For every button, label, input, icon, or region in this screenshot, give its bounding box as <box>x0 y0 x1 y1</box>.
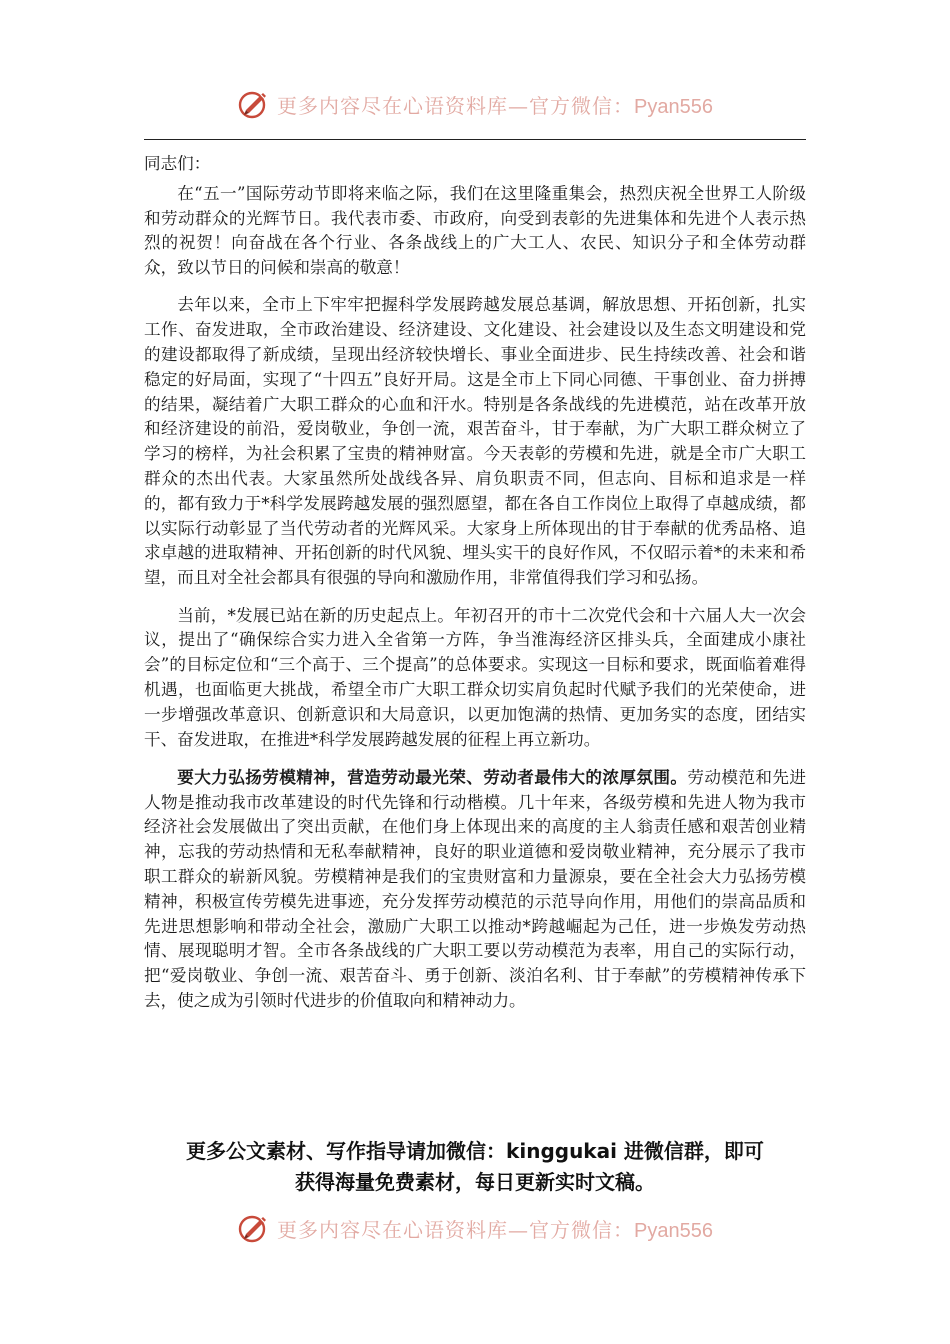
paragraph-4 <box>144 765 806 1014</box>
paragraph-3: 当前，*发展已站在新的历史起点上。年初召开的市十二次党代会和十六届人大一次会议，提出了“确保综合实力进入全省第一方阵，争当淮海经济区排头兵，全面建成小康社会”的目标定位和“三个高于、三个提高”的总体要求。实现这一目标和要求，既面临着难得机遇，也面临更大挑战，希望全市广大职工群众切实肩负起时代赋予我们的光荣使命，进一步增强改革意识、创新意识和大局意识，以更加饱满的热情、更加务实的态度，团结实干、奋发进取，在推进*科学发展跨越发展的征程上再立新功。 <box>144 605 806 749</box>
salutation: 同志们： <box>144 154 211 173</box>
document-body <box>144 152 806 1026</box>
paragraph-4-bold-lead: 要大力弘扬劳模精神，营造劳动最光荣、劳动者最伟大的浓厚氛围。 <box>177 766 688 787</box>
paragraph-2: 去年以来，全市上下牢牢把握科学发展跨越发展总基调，解放思想、开拓创新，扎实工作、奋发进取，全市政治建设、经济建设、文化建设、社会建设以及生态文明建设和党的建设都取得了新成绩，呈现出经济较快增长、事业全面进步、民生持续改善、社会和谐稳定的好局面，实现了“十四五”良好开局。这是全市上下同心同德、干事创业、奋力拼搏的结果，凝结着广大职工群众的心血和汗水。特别是各条战线的先进模范，站在改革开放和经济建设的前沿，爱岗敬业，争创一流，艰苦奋斗，甘于奉献，为广大职工群众树立了学习的榜样，为社会积累了宝贵的精神财富。今天表彰的劳模和先进，就是全市广大职工群众的杰出代表。大家虽然所处战线各异、肩负职责不同，但志向、目标和追求是一样的，都有致力于*科学发展跨越发展的强烈愿望，都在各自工作岗位上取得了卓越成绩，都以实际行动彰显了当代劳动者的光辉风采。大家身上所体现出的甘于奉献的优秀品格、追求卓越的进取精神、开拓创新的时代风貌、埋头实干的良好作风，不仅昭示着*的未来和希望，而且对全社会都具有很强的导向和激励作用，非常值得我们学习和弘扬。 <box>144 295 806 588</box>
footer-banner-text: 更多内容尽在心语资料库—官方微信：Pyan556 <box>277 1217 713 1242</box>
footer-banner <box>0 1208 950 1248</box>
header-divider <box>144 139 806 140</box>
promo-notice <box>140 1136 810 1198</box>
promo-line-1: 更多公文素材、写作指导请加微信：kinggukai 进微信群，即可 <box>186 1139 764 1163</box>
pen-logo-icon <box>237 1211 271 1245</box>
header-banner-text: 更多内容尽在心语资料库—官方微信：Pyan556 <box>277 93 713 118</box>
header-wechat-id: Pyan556 <box>634 95 713 118</box>
footer-wechat-id: Pyan556 <box>634 1219 713 1242</box>
promo-line-2: 获得海量免费素材，每日更新实时文稿。 <box>295 1170 655 1194</box>
paragraph-1: 在“五一”国际劳动节即将来临之际，我们在这里隆重集会，热烈庆祝全世界工人阶级和劳动群众的光辉节日。我代表市委、市政府，向受到表彰的先进集体和先进个人表示热烈的祝贺！向奋战在各个行业、各条战线上的广大工人、农民、知识分子和全体劳动群众，致以节日的问候和崇高的敬意！ <box>144 183 806 278</box>
header-banner <box>0 84 950 124</box>
pen-logo-icon <box>237 87 271 121</box>
paragraph-4-body: 劳动模范和先进人物是推动我市改革建设的时代先锋和行动楷模。几十年来，各级劳模和先进人物为我市经济社会发展做出了突出贡献，在他们身上体现出来的高度的主人翁责任感和艰苦创业精神，忘我的劳动热情和无私奉献精神，良好的职业道德和爱岗敬业精神，充分展示了我市职工群众的崭新风貌。劳模精神是我们的宝贵财富和力量源泉，要在全社会大力弘扬劳模精神，积极宣传劳模先进事迹，充分发挥劳动模范的示范导向作用，用他们的崇高品质和先进思想影响和带动全社会，激励广大职工以推动*跨越崛起为己任，进一步焕发劳动热情、展现聪明才智。全市各条战线的广大职工要以劳动模范为表率，用自己的实际行动，把“爱岗敬业、争创一流、艰苦奋斗、勇于创新、淡泊名利、甘于奉献”的劳模精神传承下去，使之成为引领时代进步的价值取向和精神动力。 <box>144 767 807 1010</box>
